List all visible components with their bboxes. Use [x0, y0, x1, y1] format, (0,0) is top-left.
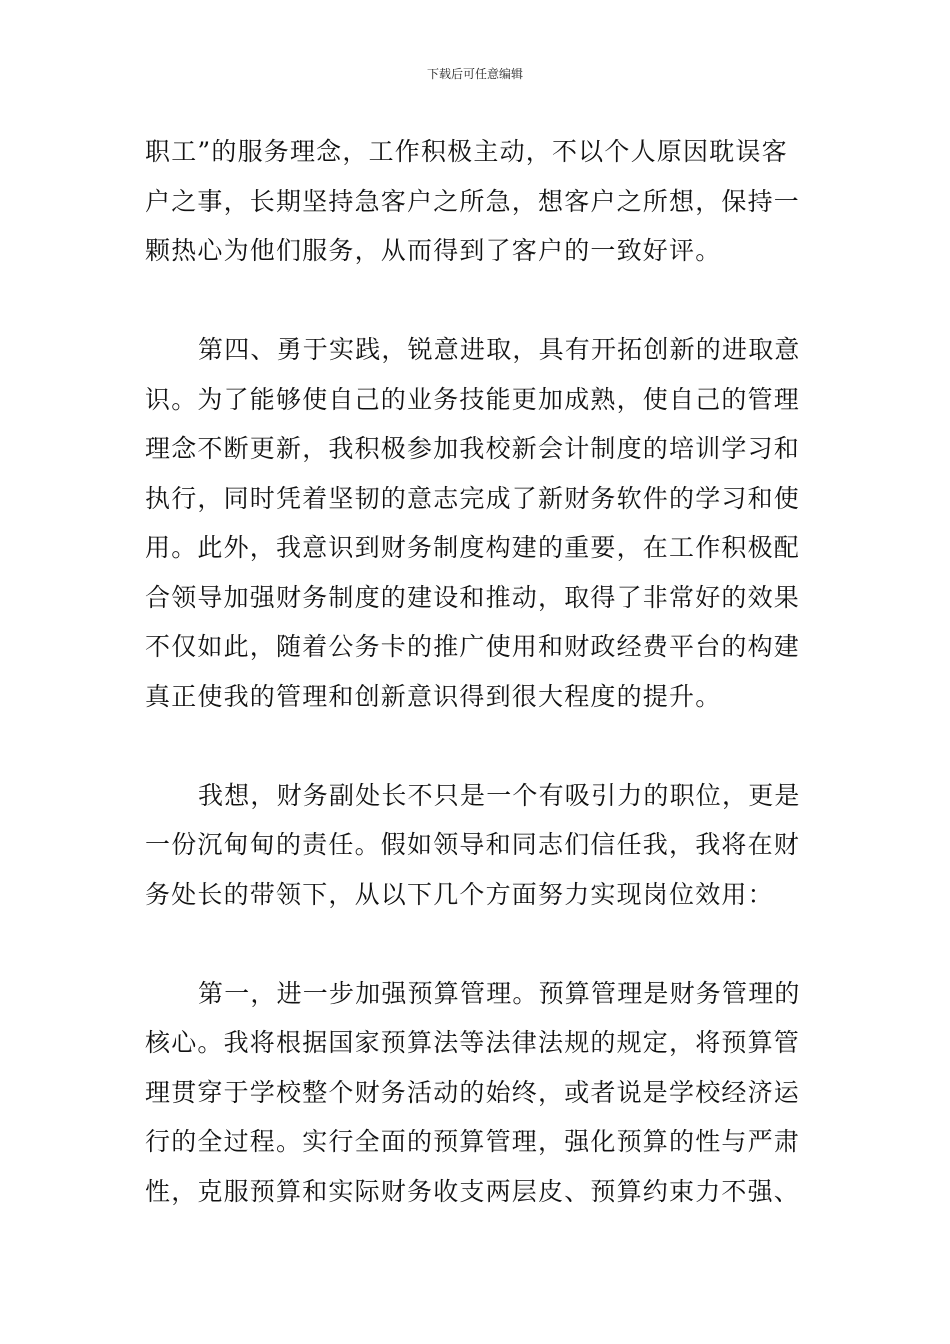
text-line: 执行，同时凭着坚韧的意志完成了新财务软件的学习和使 — [145, 483, 801, 513]
paragraph-continuation — [145, 127, 810, 276]
text-line: 第一，进一步加强预算管理。预算管理是财务管理的 — [198, 978, 801, 1008]
text-line: 行的全过程。实行全面的预算管理，强化预算的性与严肃 — [145, 1127, 801, 1156]
paragraph-gap — [145, 721, 810, 771]
text-line: 一份沉甸甸的责任。假如领导和同志们信任我，我将在财 — [145, 830, 801, 859]
text-line: 识。为了能够使自己的业务技能更加成熟，使自己的管理 — [145, 384, 801, 414]
document-body — [145, 127, 810, 1216]
text-line: 核心。我将根据国家预算法等法律法规的规定，将预算管 — [145, 1028, 801, 1057]
text-line: 颗热心为他们服务，从而得到了客户的一致好评。 — [145, 236, 722, 265]
paragraph-fourth-point — [145, 325, 810, 721]
paragraph-first-point — [145, 969, 810, 1217]
text-line: 我想，财务副处长不只是一个有吸引力的职位，更是 — [198, 780, 801, 810]
text-line: 理念不断更新，我积极参加我校新会计制度的培训学习和 — [145, 434, 801, 463]
text-line: 合领导加强财务制度的建设和推动，取得了非常好的效果 — [145, 582, 801, 612]
text-line: 性，克服预算和实际财务收支两层皮、预算约束力不强、 — [145, 1176, 801, 1206]
text-line: 第四、勇于实践，锐意进取，具有开拓创新的进取意 — [198, 335, 801, 364]
text-line: 职工”的服务理念，工作积极主动，不以个人原因耽误客 — [145, 137, 788, 166]
page-header: 下载后可任意编辑 — [426, 67, 523, 81]
text-line: 务处长的带领下，从以下几个方面努力实现岗位效用： — [145, 879, 774, 909]
text-line: 理贯穿于学校整个财务活动的始终，或者说是学校经济运 — [145, 1077, 801, 1107]
paragraph-gap — [145, 919, 810, 969]
paragraph-gap — [145, 276, 810, 326]
text-line: 真正使我的管理和创新意识得到很大程度的提升。 — [145, 681, 722, 711]
paragraph-intention — [145, 771, 810, 920]
text-line: 不仅如此，随着公务卡的推广使用和财政经费平台的构建 — [145, 632, 801, 661]
text-line: 户之事，长期坚持急客户之所急，想客户之所想，保持一 — [145, 186, 801, 216]
text-line: 用。此外，我意识到财务制度构建的重要，在工作积极配 — [145, 533, 801, 562]
